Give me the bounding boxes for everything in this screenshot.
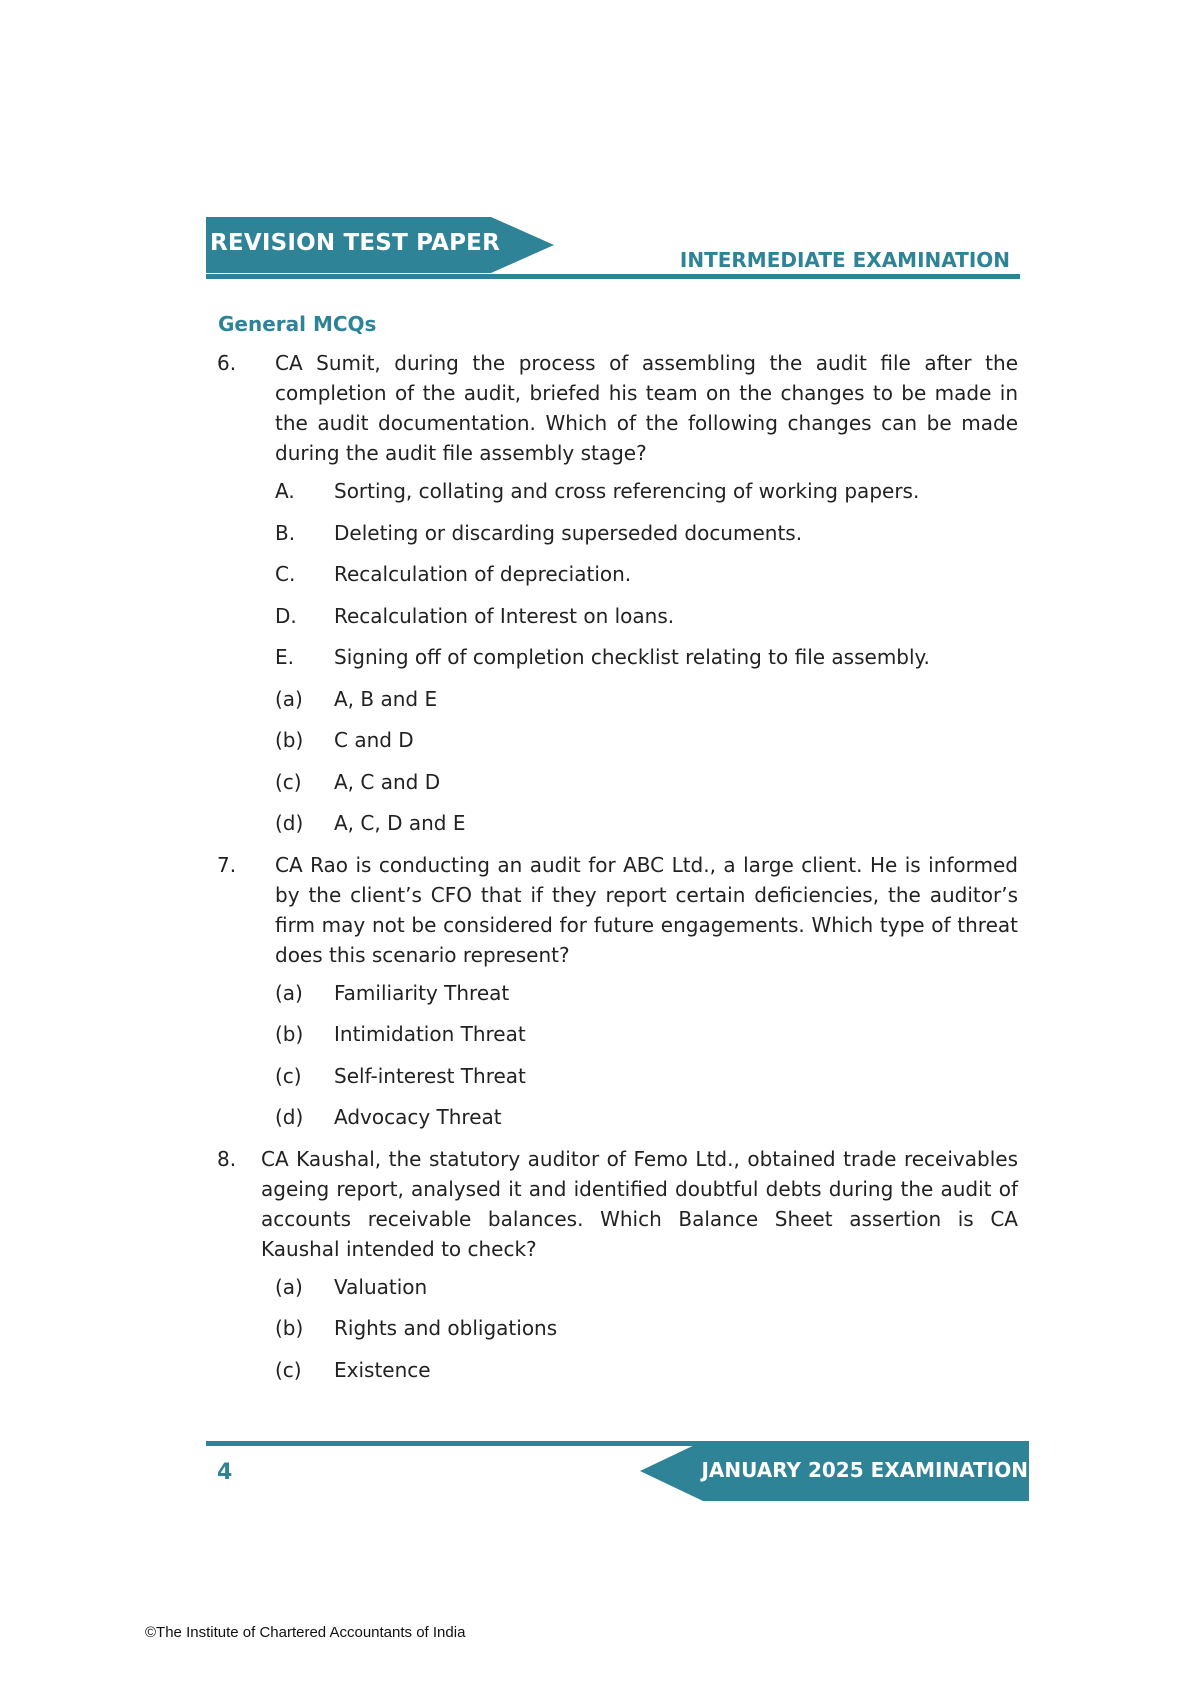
option-item xyxy=(206,642,1018,684)
option-label: C. xyxy=(275,562,296,586)
header-exam-title: INTERMEDIATE EXAMINATION xyxy=(679,248,1010,272)
option-label: (c) xyxy=(275,1357,302,1382)
option-item xyxy=(206,1355,1018,1397)
option-label: (d) xyxy=(275,1105,304,1129)
question-number: 8. xyxy=(217,1146,237,1171)
option-label: (b) xyxy=(275,1316,304,1340)
option-text: Rights and obligations xyxy=(334,1316,558,1340)
option-text: A, C, D and E xyxy=(334,811,466,835)
option-text: Valuation xyxy=(334,1274,428,1299)
option-text: Signing off of completion checklist relating to file assembly. xyxy=(334,645,930,669)
question-list xyxy=(206,348,1018,1396)
option-item xyxy=(206,978,1018,1020)
option-label: A. xyxy=(275,479,295,503)
option-label: (c) xyxy=(275,769,302,794)
option-text: A, C and D xyxy=(334,769,441,794)
option-item xyxy=(206,767,1018,809)
option-text: Existence xyxy=(334,1357,431,1382)
header-banner-title: REVISION TEST PAPER xyxy=(210,230,500,256)
option-label: (c) xyxy=(275,1063,302,1088)
option-item xyxy=(206,1019,1018,1061)
question-text: CA Kaushal, the statutory auditor of Femo Ltd., obtained trade receivables ageing report, analysed it and identified doubtful debts during the audit of accounts receivable balances. Which Balance Sheet assertion is CA Kaushal intended to check? xyxy=(261,1146,1018,1261)
option-item xyxy=(206,1102,1018,1144)
question xyxy=(206,348,1018,850)
option-text: Recalculation of depreciation. xyxy=(334,562,632,586)
option-item xyxy=(206,684,1018,726)
option-text: Recalculation of Interest on loans. xyxy=(334,603,675,628)
option-label: D. xyxy=(275,603,297,628)
question-number: 7. xyxy=(217,852,237,877)
option-label: (b) xyxy=(275,1022,304,1046)
option-text: Intimidation Threat xyxy=(334,1022,526,1046)
option-item xyxy=(206,725,1018,767)
option-item xyxy=(206,1313,1018,1355)
option-item xyxy=(206,476,1018,518)
question xyxy=(206,850,1018,1144)
question-number: 6. xyxy=(217,351,237,375)
page-number: 4 xyxy=(217,1460,233,1485)
option-item xyxy=(206,518,1018,560)
copyright-notice: ©The Institute of Chartered Accountants of India xyxy=(145,1624,466,1641)
option-text: A, B and E xyxy=(334,686,438,711)
option-label: (a) xyxy=(275,980,303,1005)
option-text: Deleting or discarding superseded documents. xyxy=(334,520,803,545)
question-text: CA Rao is conducting an audit for ABC Ltd., a large client. He is informed by the client’s CFO that if they report certain deficiencies, the auditor’s firm may not be considered for future engagements. Which type of threat does this scenario represent? xyxy=(275,852,1018,967)
option-text: Self-interest Threat xyxy=(334,1063,526,1088)
option-item xyxy=(206,808,1018,850)
header-rule xyxy=(206,274,1020,279)
section-title: General MCQs xyxy=(218,312,377,336)
option-label: E. xyxy=(275,645,294,669)
footer-banner-title: JANUARY 2025 EXAMINATION xyxy=(701,1458,1028,1482)
option-list xyxy=(206,1272,1018,1397)
question xyxy=(206,1144,1018,1397)
option-label: (a) xyxy=(275,1274,303,1299)
option-text: C and D xyxy=(334,728,414,752)
option-item xyxy=(206,601,1018,643)
option-item xyxy=(206,1061,1018,1103)
option-item xyxy=(206,559,1018,601)
option-list xyxy=(206,978,1018,1144)
option-label: (b) xyxy=(275,728,304,752)
page-content xyxy=(206,312,1018,1396)
option-label: (a) xyxy=(275,686,303,711)
option-label: (d) xyxy=(275,811,304,835)
option-label: B. xyxy=(275,520,296,545)
question-text: CA Sumit, during the process of assembling the audit file after the completion of the audit, briefed his team on the changes to be made in the audit documentation. Which of the following changes can be made during the audit file assembly stage? xyxy=(275,351,1018,465)
option-text: Familiarity Threat xyxy=(334,980,510,1005)
option-item xyxy=(206,1272,1018,1314)
option-text: Sorting, collating and cross referencing of working papers. xyxy=(334,479,920,503)
option-text: Advocacy Threat xyxy=(334,1105,502,1129)
option-list xyxy=(206,476,1018,850)
